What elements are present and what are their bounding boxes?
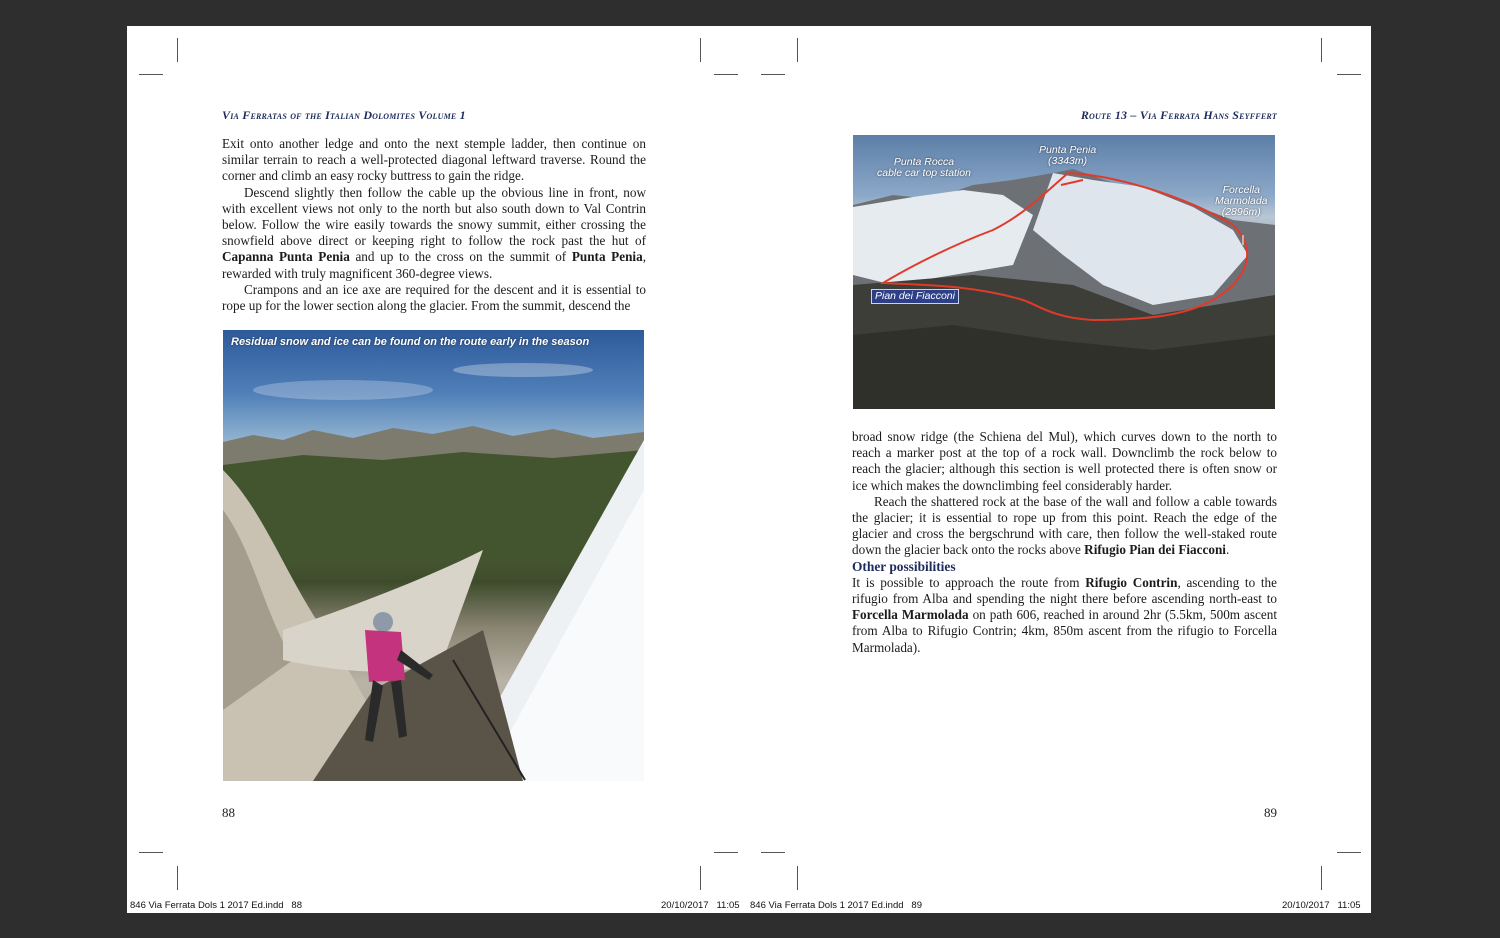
crop-mark bbox=[761, 74, 785, 75]
paragraph: Exit onto another ledge and onto the next stemple ladder, then continue on similar terrain to reach a well-protected diagonal leftward traverse. Round the corner and climb an easy rocky buttress to gain the ridge. bbox=[222, 136, 646, 184]
crop-mark bbox=[714, 74, 738, 75]
crop-mark bbox=[139, 852, 163, 853]
bold-place-name: Rifugio Contrin bbox=[1085, 574, 1178, 590]
paragraph: Reach the shattered rock at the base of the wall and follow a cable towards the glacier; it is essential to rope up from this point. Reach the edge of the glacier and cross the bergschrund with care, then follow the well-staked route down the glacier back onto the rocks above Rifugio Pian dei Fiacconi. bbox=[852, 493, 1277, 558]
section-heading: Other possibilities bbox=[852, 558, 956, 574]
bold-place-name: Punta Penia bbox=[571, 249, 643, 265]
page-number-right: 89 bbox=[1264, 805, 1277, 820]
label-pian-dei-fiacconi: Pian dei Fiacconi bbox=[871, 289, 959, 304]
running-head-left: Via Ferratas of the Italian Dolomites Volume 1 bbox=[222, 108, 466, 122]
slug-right-file: 846 Via Ferrata Dols 1 2017 Ed.indd 89 bbox=[750, 900, 922, 911]
slug-right-date: 20/10/2017 11:05 bbox=[1282, 900, 1361, 911]
crop-mark bbox=[797, 38, 798, 62]
crop-mark bbox=[700, 38, 701, 62]
crop-mark bbox=[1337, 74, 1361, 75]
book-spread bbox=[127, 26, 1371, 913]
right-body-text bbox=[852, 429, 1277, 656]
crop-mark bbox=[1337, 852, 1361, 853]
crop-mark bbox=[797, 866, 798, 890]
paragraph: Descend slightly then follow the cable up the obvious line in front, now with excellent views not only to the north but also south down to Val Contrin below. Follow the wire easily towards the snowy summit, either crossing the snowfield above direct or keeping right to follow the rock past the hut of Capanna Punta Penia and up to the cross on the summit of Punta Penia, rewarded with truly magnificent 360-degree views. bbox=[222, 184, 646, 281]
right-page bbox=[749, 26, 1371, 913]
bold-place-name: Capanna Punta Penia bbox=[222, 249, 350, 265]
crop-mark bbox=[1321, 38, 1322, 62]
running-head-right: Route 13 – Via Ferrata Hans Seyffert bbox=[1080, 108, 1277, 122]
crop-mark bbox=[700, 866, 701, 890]
label-punta-rocca: Punta Rocca cable car top station bbox=[877, 156, 971, 179]
left-page bbox=[127, 26, 749, 913]
paragraph: It is possible to approach the route from Rifugio Contrin, ascending to the rifugio from Alba and spending the night there before ascending north-east to Forcella Marmolada on path 606, reached in around 2hr (5.5km, 500m ascent from Alba to Rifugio Contrin; 4km, 850m ascent from the rifugio to Forcella Marmolada). bbox=[852, 574, 1277, 655]
climber-photo-illustration bbox=[223, 330, 644, 781]
slug-left-date: 20/10/2017 11:05 bbox=[661, 900, 740, 911]
climber-photo bbox=[223, 330, 644, 781]
label-punta-penia: Punta Penia (3343m) bbox=[1039, 144, 1097, 167]
crop-mark bbox=[714, 852, 738, 853]
label-forcella-marmolada: Forcella Marmolada (2896m) bbox=[1215, 184, 1268, 218]
bold-place-name: Forcella Marmolada bbox=[852, 607, 969, 623]
crop-mark bbox=[761, 852, 785, 853]
crop-mark bbox=[177, 866, 178, 890]
bold-place-name: Rifugio Pian dei Fiacconi bbox=[1084, 542, 1226, 558]
left-body-text bbox=[222, 136, 646, 314]
paragraph: Crampons and an ice axe are required for the descent and it is essential to rope up for the lower section along the glacier. From the summit, descend the bbox=[222, 281, 646, 314]
photo-caption: Residual snow and ice can be found on the route early in the season bbox=[231, 336, 590, 348]
paragraph: broad snow ridge (the Schiena del Mul), which curves down to the north to reach a marker post at the top of a rock wall. Downclimb the rock below to reach the glacier; although this section is well protected there is often snow or ice which makes the downclimbing feel considerably harder. bbox=[852, 429, 1277, 493]
slug-left-file: 846 Via Ferrata Dols 1 2017 Ed.indd 88 bbox=[130, 900, 302, 911]
crop-mark bbox=[1321, 866, 1322, 890]
crop-mark bbox=[139, 74, 163, 75]
page-number-left: 88 bbox=[222, 805, 235, 820]
crop-mark bbox=[177, 38, 178, 62]
marmolada-route-photo bbox=[853, 135, 1275, 409]
